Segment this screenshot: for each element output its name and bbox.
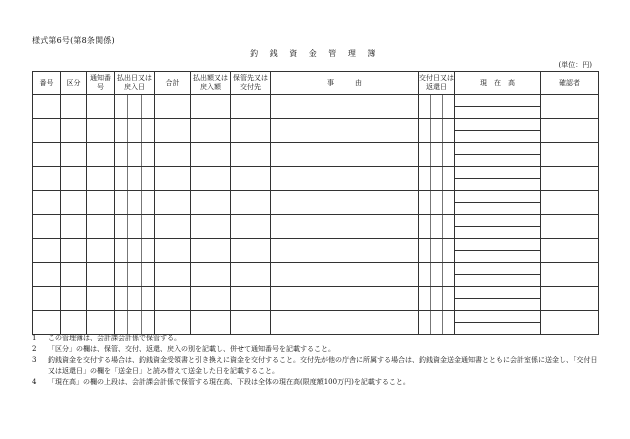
balance-upper bbox=[455, 263, 540, 274]
cell-notice-no[interactable] bbox=[87, 119, 115, 143]
balance-lower bbox=[455, 106, 540, 118]
table-row bbox=[33, 287, 599, 311]
balance-split bbox=[455, 239, 540, 262]
cell-category[interactable] bbox=[61, 191, 87, 215]
cell-number[interactable] bbox=[33, 167, 61, 191]
balance-split bbox=[455, 215, 540, 238]
date-subcell bbox=[430, 191, 442, 214]
note-text: この管理簿は、会計課会計係で保管する。 bbox=[48, 334, 181, 342]
cell-number[interactable] bbox=[33, 119, 61, 143]
cell-confirmer[interactable] bbox=[541, 143, 599, 167]
date-subcell bbox=[115, 191, 127, 214]
date-subcell bbox=[127, 239, 140, 262]
cell-confirmer[interactable] bbox=[541, 311, 599, 335]
date-subcell bbox=[127, 287, 140, 310]
cell-payout-date[interactable] bbox=[115, 95, 155, 119]
date-subcell bbox=[430, 263, 442, 286]
header-total: 合計 bbox=[155, 72, 191, 95]
date-subcell bbox=[127, 311, 140, 334]
date-subcell bbox=[127, 215, 140, 238]
date-subcell bbox=[127, 95, 140, 118]
cell-category[interactable] bbox=[61, 95, 87, 119]
cell-storage-place[interactable] bbox=[231, 287, 271, 311]
cell-storage-place[interactable] bbox=[231, 239, 271, 263]
cell-storage-place[interactable] bbox=[231, 143, 271, 167]
date-subcells bbox=[419, 215, 454, 238]
balance-upper bbox=[455, 167, 540, 178]
cell-notice-no[interactable] bbox=[87, 311, 115, 335]
cell-reason[interactable] bbox=[271, 287, 419, 311]
cell-storage-place[interactable] bbox=[231, 191, 271, 215]
date-subcell bbox=[442, 287, 454, 310]
date-subcell bbox=[430, 119, 442, 142]
header-storage-place: 保管先又は交付先 bbox=[231, 72, 271, 95]
cell-current-balance[interactable] bbox=[455, 311, 541, 335]
table-row bbox=[33, 191, 599, 215]
balance-lower bbox=[455, 130, 540, 142]
cell-notice-no[interactable] bbox=[87, 215, 115, 239]
cell-category[interactable] bbox=[61, 215, 87, 239]
cell-notice-no[interactable] bbox=[87, 263, 115, 287]
cell-notice-no[interactable] bbox=[87, 167, 115, 191]
balance-split bbox=[455, 311, 540, 334]
cell-issue-date[interactable] bbox=[419, 287, 455, 311]
date-subcells bbox=[419, 287, 454, 310]
balance-upper bbox=[455, 239, 540, 250]
date-subcell bbox=[419, 143, 430, 166]
cell-number[interactable] bbox=[33, 311, 61, 335]
cell-notice-no[interactable] bbox=[87, 287, 115, 311]
cell-issue-date[interactable] bbox=[419, 191, 455, 215]
date-subcell bbox=[141, 311, 154, 334]
date-subcell bbox=[127, 167, 140, 190]
balance-upper bbox=[455, 287, 540, 298]
date-subcell bbox=[442, 143, 454, 166]
header-issue-date: 交付日又は返還日 bbox=[419, 72, 455, 95]
date-subcell bbox=[419, 215, 430, 238]
header-notice-no: 通知番号 bbox=[87, 72, 115, 95]
date-subcell bbox=[419, 95, 430, 118]
date-subcell bbox=[115, 239, 127, 262]
balance-upper bbox=[455, 119, 540, 130]
date-subcells bbox=[115, 239, 154, 262]
cell-total[interactable] bbox=[155, 215, 191, 239]
date-subcell bbox=[442, 95, 454, 118]
date-subcell bbox=[115, 215, 127, 238]
header-confirmer: 確認者 bbox=[541, 72, 599, 95]
cell-number[interactable] bbox=[33, 215, 61, 239]
cell-notice-no[interactable] bbox=[87, 95, 115, 119]
cell-reason[interactable] bbox=[271, 119, 419, 143]
cell-total[interactable] bbox=[155, 167, 191, 191]
date-subcells bbox=[115, 263, 154, 286]
table-row bbox=[33, 143, 599, 167]
date-subcell bbox=[141, 143, 154, 166]
date-subcells bbox=[419, 143, 454, 166]
cell-payout-amount[interactable] bbox=[191, 287, 231, 311]
date-subcell bbox=[115, 311, 127, 334]
cell-reason[interactable] bbox=[271, 239, 419, 263]
cell-confirmer[interactable] bbox=[541, 215, 599, 239]
balance-split bbox=[455, 263, 540, 286]
cell-current-balance[interactable] bbox=[455, 95, 541, 119]
date-subcell bbox=[141, 215, 154, 238]
table-row bbox=[33, 167, 599, 191]
note-text: 「区分」の欄は、保管、交付、返還、戻入の別を記載し、併せて通知番号を記載すること。 bbox=[48, 345, 335, 353]
cell-total[interactable] bbox=[155, 311, 191, 335]
cell-issue-date[interactable] bbox=[419, 143, 455, 167]
cell-issue-date[interactable] bbox=[419, 263, 455, 287]
cell-payout-date[interactable] bbox=[115, 215, 155, 239]
cell-category[interactable] bbox=[61, 143, 87, 167]
cell-current-balance[interactable] bbox=[455, 167, 541, 191]
cell-storage-place[interactable] bbox=[231, 119, 271, 143]
cell-storage-place[interactable] bbox=[231, 215, 271, 239]
cell-total[interactable] bbox=[155, 263, 191, 287]
date-subcell bbox=[127, 191, 140, 214]
cell-confirmer[interactable] bbox=[541, 263, 599, 287]
table-header-row bbox=[33, 72, 599, 95]
date-subcell bbox=[419, 263, 430, 286]
date-subcell bbox=[115, 263, 127, 286]
table-row bbox=[33, 311, 599, 335]
header-payout-date: 払出日又は戻入日 bbox=[115, 72, 155, 95]
date-subcell bbox=[115, 143, 127, 166]
cell-payout-date[interactable] bbox=[115, 311, 155, 335]
cell-reason[interactable] bbox=[271, 263, 419, 287]
date-subcell bbox=[442, 119, 454, 142]
date-subcells bbox=[115, 287, 154, 310]
date-subcells bbox=[419, 95, 454, 118]
balance-lower bbox=[455, 178, 540, 190]
date-subcell bbox=[430, 143, 442, 166]
cell-payout-amount[interactable] bbox=[191, 167, 231, 191]
date-subcell bbox=[430, 167, 442, 190]
ledger-title: 釣 銭 資 金 管 理 簿 bbox=[250, 49, 380, 58]
balance-split bbox=[455, 287, 540, 310]
note-number: 3 bbox=[32, 356, 37, 364]
cell-category[interactable] bbox=[61, 263, 87, 287]
header-payout-amount: 払出額又は戻入額 bbox=[191, 72, 231, 95]
date-subcells bbox=[419, 119, 454, 142]
note-number: 2 bbox=[32, 345, 37, 353]
date-subcells bbox=[419, 191, 454, 214]
balance-lower bbox=[455, 274, 540, 286]
balance-split bbox=[455, 191, 540, 214]
note-item bbox=[32, 355, 602, 377]
date-subcell bbox=[442, 215, 454, 238]
cell-reason[interactable] bbox=[271, 167, 419, 191]
date-subcell bbox=[430, 311, 442, 334]
cell-number[interactable] bbox=[33, 95, 61, 119]
cell-storage-place[interactable] bbox=[231, 263, 271, 287]
cell-reason[interactable] bbox=[271, 143, 419, 167]
date-subcell bbox=[115, 287, 127, 310]
cell-storage-place[interactable] bbox=[231, 311, 271, 335]
date-subcells bbox=[115, 311, 154, 334]
cell-total[interactable] bbox=[155, 143, 191, 167]
cell-category[interactable] bbox=[61, 287, 87, 311]
cell-category[interactable] bbox=[61, 167, 87, 191]
header-current-balance: 現 在 高 bbox=[455, 72, 541, 95]
note-number: 1 bbox=[32, 334, 37, 342]
date-subcell bbox=[430, 95, 442, 118]
date-subcell bbox=[141, 95, 154, 118]
table-row bbox=[33, 263, 599, 287]
cell-payout-date[interactable] bbox=[115, 287, 155, 311]
date-subcell bbox=[419, 119, 430, 142]
cell-total[interactable] bbox=[155, 287, 191, 311]
cell-number[interactable] bbox=[33, 263, 61, 287]
balance-split bbox=[455, 95, 540, 118]
date-subcell bbox=[141, 167, 154, 190]
form-number-label: 様式第6号(第8条関係) bbox=[32, 36, 115, 45]
cell-payout-date[interactable] bbox=[115, 263, 155, 287]
date-subcell bbox=[141, 287, 154, 310]
date-subcells bbox=[115, 167, 154, 190]
cell-current-balance[interactable] bbox=[455, 143, 541, 167]
cell-payout-date[interactable] bbox=[115, 119, 155, 143]
cell-payout-amount[interactable] bbox=[191, 239, 231, 263]
cell-payout-amount[interactable] bbox=[191, 143, 231, 167]
date-subcell bbox=[115, 167, 127, 190]
balance-split bbox=[455, 119, 540, 142]
cell-confirmer[interactable] bbox=[541, 95, 599, 119]
cell-number[interactable] bbox=[33, 143, 61, 167]
date-subcell bbox=[442, 191, 454, 214]
date-subcell bbox=[419, 167, 430, 190]
ledger-table bbox=[32, 71, 599, 335]
date-subcell bbox=[442, 167, 454, 190]
date-subcells bbox=[419, 263, 454, 286]
balance-split bbox=[455, 143, 540, 166]
date-subcell bbox=[430, 215, 442, 238]
cell-current-balance[interactable] bbox=[455, 119, 541, 143]
cell-confirmer[interactable] bbox=[541, 119, 599, 143]
header-number: 番号 bbox=[33, 72, 61, 95]
cell-payout-amount[interactable] bbox=[191, 95, 231, 119]
date-subcell bbox=[419, 311, 430, 334]
cell-number[interactable] bbox=[33, 239, 61, 263]
cell-current-balance[interactable] bbox=[455, 215, 541, 239]
date-subcell bbox=[127, 263, 140, 286]
balance-lower bbox=[455, 226, 540, 238]
date-subcells bbox=[115, 95, 154, 118]
cell-category[interactable] bbox=[61, 239, 87, 263]
date-subcell bbox=[141, 239, 154, 262]
ledger-body bbox=[33, 95, 599, 335]
table-row bbox=[33, 119, 599, 143]
note-item bbox=[32, 344, 602, 355]
cell-current-balance[interactable] bbox=[455, 239, 541, 263]
note-text: 釣銭資金を交付する場合は、釣銭資金受領書と引き換えに資金を交付すること。交付先が他の庁舎に所属する場合は、釣銭資金送金通知書とともに会計室係に送金し、「交付日又は返還日」の欄を「送金日」と読み替えて送金した日を記載すること。 bbox=[48, 356, 598, 375]
header-category: 区分 bbox=[61, 72, 87, 95]
date-subcell bbox=[430, 239, 442, 262]
cell-issue-date[interactable] bbox=[419, 311, 455, 335]
cell-issue-date[interactable] bbox=[419, 167, 455, 191]
cell-issue-date[interactable] bbox=[419, 119, 455, 143]
balance-upper bbox=[455, 311, 540, 322]
date-subcell bbox=[141, 191, 154, 214]
date-subcells bbox=[419, 167, 454, 190]
cell-payout-amount[interactable] bbox=[191, 215, 231, 239]
date-subcells bbox=[115, 191, 154, 214]
cell-total[interactable] bbox=[155, 119, 191, 143]
cell-reason[interactable] bbox=[271, 95, 419, 119]
cell-reason[interactable] bbox=[271, 311, 419, 335]
balance-upper bbox=[455, 191, 540, 202]
balance-upper bbox=[455, 215, 540, 226]
note-number: 4 bbox=[32, 378, 37, 386]
notes-section bbox=[32, 333, 602, 388]
cell-notice-no[interactable] bbox=[87, 191, 115, 215]
cell-number[interactable] bbox=[33, 191, 61, 215]
balance-lower bbox=[455, 250, 540, 262]
table-row bbox=[33, 239, 599, 263]
cell-payout-amount[interactable] bbox=[191, 263, 231, 287]
cell-payout-date[interactable] bbox=[115, 239, 155, 263]
date-subcells bbox=[115, 119, 154, 142]
date-subcells bbox=[115, 215, 154, 238]
cell-payout-date[interactable] bbox=[115, 143, 155, 167]
balance-upper bbox=[455, 143, 540, 154]
date-subcell bbox=[419, 287, 430, 310]
table-row bbox=[33, 215, 599, 239]
cell-total[interactable] bbox=[155, 95, 191, 119]
date-subcell bbox=[442, 239, 454, 262]
unit-label: (単位：円) bbox=[558, 61, 592, 69]
date-subcell bbox=[419, 239, 430, 262]
cell-payout-date[interactable] bbox=[115, 191, 155, 215]
date-subcell bbox=[127, 143, 140, 166]
cell-total[interactable] bbox=[155, 191, 191, 215]
date-subcell bbox=[430, 287, 442, 310]
cell-issue-date[interactable] bbox=[419, 239, 455, 263]
cell-reason[interactable] bbox=[271, 215, 419, 239]
cell-confirmer[interactable] bbox=[541, 167, 599, 191]
balance-lower bbox=[455, 202, 540, 214]
note-item bbox=[32, 377, 602, 388]
date-subcell bbox=[442, 311, 454, 334]
date-subcell bbox=[115, 95, 127, 118]
date-subcell bbox=[127, 119, 140, 142]
cell-storage-place[interactable] bbox=[231, 95, 271, 119]
balance-upper bbox=[455, 95, 540, 106]
date-subcell bbox=[442, 263, 454, 286]
date-subcell bbox=[141, 263, 154, 286]
cell-total[interactable] bbox=[155, 239, 191, 263]
cell-notice-no[interactable] bbox=[87, 143, 115, 167]
cell-number[interactable] bbox=[33, 287, 61, 311]
cell-current-balance[interactable] bbox=[455, 287, 541, 311]
cell-payout-amount[interactable] bbox=[191, 119, 231, 143]
cell-category[interactable] bbox=[61, 119, 87, 143]
balance-split bbox=[455, 167, 540, 190]
note-item bbox=[32, 333, 602, 344]
cell-issue-date[interactable] bbox=[419, 95, 455, 119]
cell-notice-no[interactable] bbox=[87, 239, 115, 263]
date-subcell bbox=[419, 191, 430, 214]
cell-current-balance[interactable] bbox=[455, 263, 541, 287]
date-subcells bbox=[419, 239, 454, 262]
note-text: 「現在高」の欄の上段は、会計課会計係で保管する現在高、下段は全体の現在高(限度額100万円)を記載すること。 bbox=[48, 378, 410, 386]
balance-lower bbox=[455, 298, 540, 310]
date-subcell bbox=[115, 119, 127, 142]
date-subcell bbox=[141, 119, 154, 142]
cell-reason[interactable] bbox=[271, 191, 419, 215]
cell-payout-amount[interactable] bbox=[191, 311, 231, 335]
cell-current-balance[interactable] bbox=[455, 191, 541, 215]
header-reason: 事 由 bbox=[271, 72, 419, 95]
cell-confirmer[interactable] bbox=[541, 191, 599, 215]
cell-category[interactable] bbox=[61, 311, 87, 335]
cell-confirmer[interactable] bbox=[541, 287, 599, 311]
cell-payout-date[interactable] bbox=[115, 167, 155, 191]
date-subcells bbox=[419, 311, 454, 334]
date-subcells bbox=[115, 143, 154, 166]
cell-storage-place[interactable] bbox=[231, 167, 271, 191]
cell-issue-date[interactable] bbox=[419, 215, 455, 239]
cell-payout-amount[interactable] bbox=[191, 191, 231, 215]
table-row bbox=[33, 95, 599, 119]
cell-confirmer[interactable] bbox=[541, 239, 599, 263]
balance-lower bbox=[455, 154, 540, 166]
